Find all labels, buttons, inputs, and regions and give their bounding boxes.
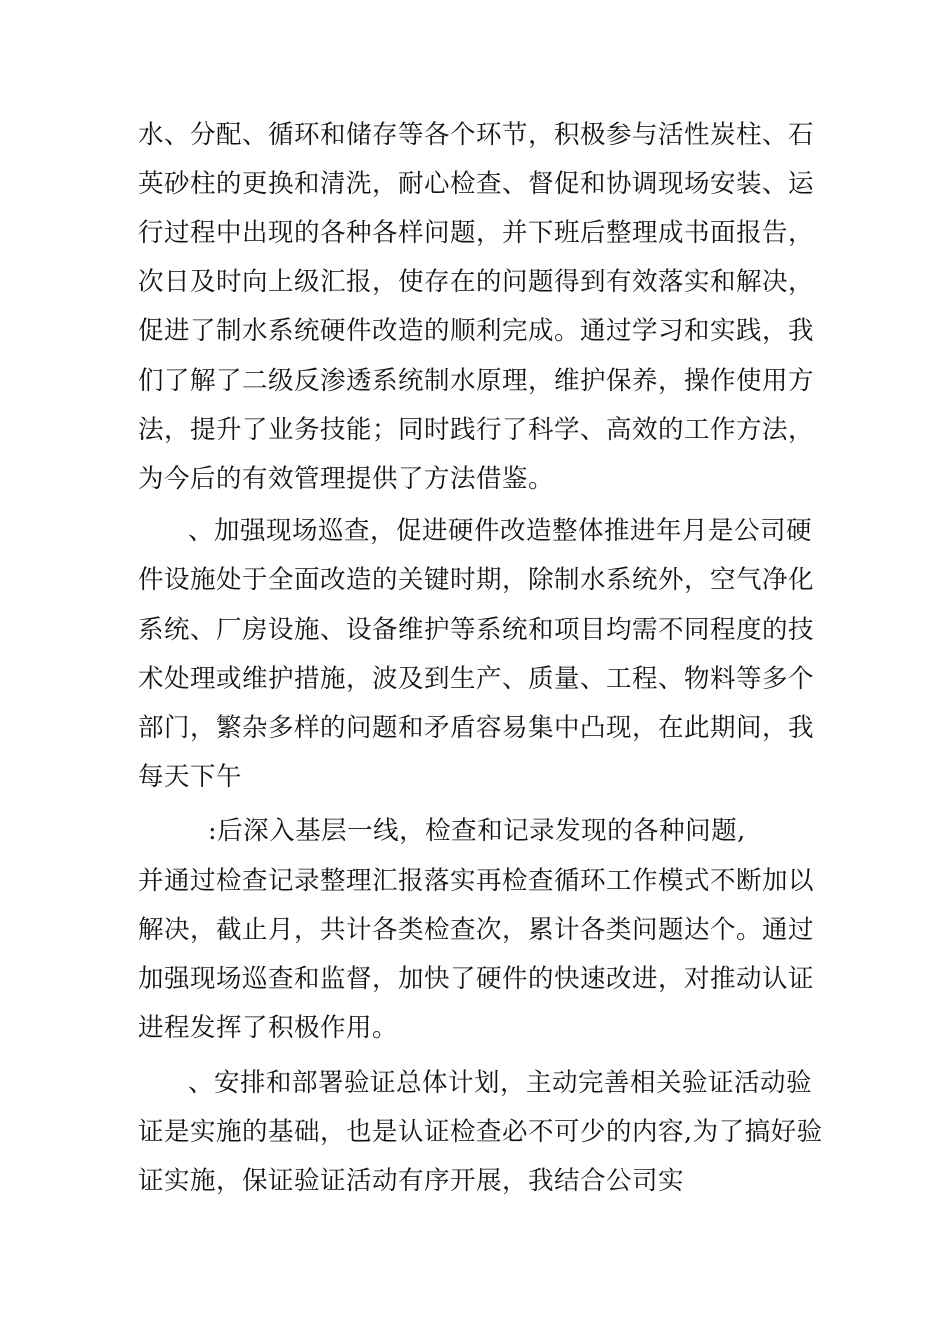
text-line: 加强现场巡查和监督，加快了硬件的快速改进，对推动认证 <box>138 964 815 994</box>
text-line: 解决，截止月，共计各类检查次，累计各类问题达个。通过 <box>138 915 815 945</box>
text-line: 并通过检查记录整理汇报落实再检查循环工作模式不断加以 <box>138 866 815 896</box>
text-line: 法，提升了业务技能；同时践行了科学、高效的工作方法， <box>138 415 815 445</box>
text-line: 次日及时向上级汇报，使存在的问题得到有效落实和解决， <box>138 267 815 297</box>
text-line: 英砂柱的更换和清洗，耐心检查、督促和协调现场安装、运 <box>138 169 815 199</box>
text-line: 术处理或维护措施，波及到生产、质量、工程、物料等多个 <box>138 664 815 694</box>
text-line: 证是实施的基础，也是认证检查必不可少的内容,为了搞好验 <box>138 1117 823 1147</box>
continued-line: :后深入基层一线，检查和记录发现的各种问题, <box>208 816 746 846</box>
text-line: 证实施，保证验证活动有序开展，我结合公司实 <box>138 1166 685 1196</box>
text-line: 水、分配、循环和储存等各个环节，积极参与活性炭柱、石 <box>138 120 815 150</box>
paragraph-start-line: 、加强现场巡查，促进硬件改造整体推进年月是公司硬 <box>188 516 813 546</box>
text-line: 促进了制水系统硬件改造的顺利完成。通过学习和实践，我 <box>138 316 815 346</box>
text-line: 部门，繁杂多样的问题和矛盾容易集中凸现，在此期间，我 <box>138 713 815 743</box>
text-line: 进程发挥了积极作用。 <box>138 1013 399 1043</box>
text-line: 为今后的有效管理提供了方法借鉴。 <box>138 464 555 494</box>
text-line: 系统、厂房设施、设备维护等系统和项目均需不同程度的技 <box>138 615 815 645</box>
text-line: 件设施处于全面改造的关键时期，除制水系统外，空气净化 <box>138 565 815 595</box>
text-line: 们了解了二级反渗透系统制水原理，维护保养，操作使用方 <box>138 366 815 396</box>
text-line: 行过程中出现的各种各样问题，并下班后整理成书面报告， <box>138 218 815 248</box>
paragraph-start-line: 、安排和部署验证总体计划，主动完善相关验证活动验 <box>188 1068 813 1098</box>
text-line: 每天下午 <box>138 762 243 792</box>
